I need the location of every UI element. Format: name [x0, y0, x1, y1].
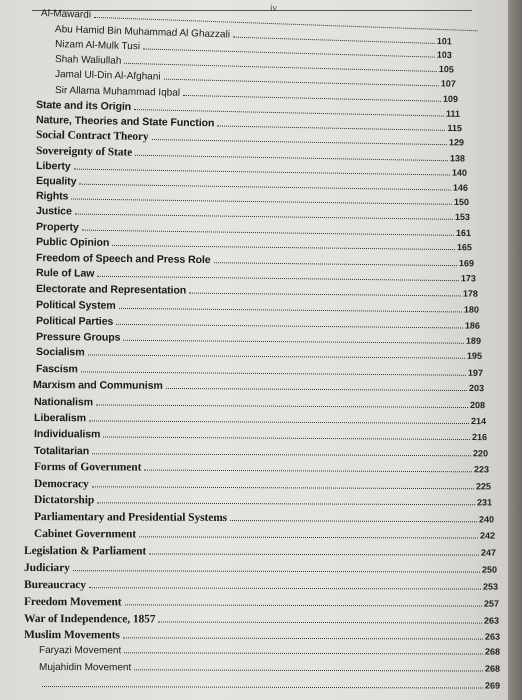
dot-leader	[119, 304, 462, 313]
dot-leader	[92, 449, 471, 456]
toc-entry-page: 231	[476, 497, 493, 508]
toc-entry	[36, 300, 479, 315]
toc-entry	[24, 563, 497, 576]
toc-entry-title: Bureaucracy	[23, 579, 86, 592]
toc-entry	[36, 191, 469, 208]
toc-entry-page: 220	[472, 448, 489, 459]
toc-entry-title: Democracy	[33, 478, 89, 491]
toc-entry-title: Freedom Movement	[23, 596, 122, 609]
toc-entry	[24, 597, 499, 610]
toc-entry-title: Individualism	[33, 428, 101, 441]
toc-entry	[39, 646, 500, 658]
toc-entry-page: 257	[483, 598, 500, 609]
page-edge	[508, 0, 522, 700]
toc-entry-page: 140	[451, 167, 468, 178]
toc-entry-page: 107	[440, 78, 457, 89]
toc-entry-page: 153	[454, 211, 471, 223]
toc-entry-title: Justice	[35, 205, 72, 218]
toc-entry-page: 109	[442, 93, 459, 105]
toc-entry-title: Socialism	[35, 346, 85, 359]
toc-entry-title: Forms of Government	[33, 461, 142, 474]
toc-entry-page: 161	[455, 227, 472, 239]
toc-entry-page: 216	[471, 432, 488, 443]
toc-entry	[34, 512, 494, 526]
toc-entry-title: Sir Allama Muhammad Iqbal	[54, 85, 181, 99]
toc-entry-title: Social Contract Theory	[35, 129, 149, 143]
toc-entry	[34, 446, 488, 459]
dot-leader	[139, 532, 478, 538]
dot-leader	[96, 400, 468, 408]
toc-entry-page: 180	[463, 304, 480, 315]
toc-entry-title: Totalitarian	[33, 445, 90, 458]
toc-entry	[34, 413, 486, 427]
toc-entry	[36, 237, 472, 253]
dot-leader	[143, 44, 435, 57]
dot-leader	[89, 416, 469, 424]
toc-entry-title: Electorate and Representation	[35, 283, 187, 297]
toc-entry-page: 186	[464, 320, 481, 331]
toc-entry-title: Cabinet Government	[33, 528, 137, 541]
toc-entry-page: 240	[478, 514, 495, 525]
toc-entry-title: Shah Waliullah	[54, 54, 122, 67]
dot-leader	[124, 648, 483, 654]
toc-entry	[36, 316, 480, 331]
dot-leader	[112, 241, 455, 250]
toc-entry-title: Public Opinion	[35, 236, 110, 249]
toc-entry-title: Marxism and Communism	[32, 379, 163, 392]
dot-leader	[189, 289, 461, 297]
toc-entry-page: 247	[480, 547, 497, 558]
toc-entry	[36, 176, 468, 193]
toc-entry-page: 268	[484, 646, 501, 657]
dot-leader	[42, 682, 483, 689]
toc-entry-title: Sovereignty of State	[35, 145, 133, 159]
toc-entry-page: 263	[484, 631, 501, 642]
toc-entry	[24, 546, 496, 559]
dot-leader	[230, 516, 477, 522]
toc-entry	[36, 347, 482, 361]
toc-entry-page: 189	[465, 335, 482, 346]
dot-leader	[75, 210, 453, 220]
toc-entry-page: 165	[456, 242, 473, 253]
dot-leader	[89, 583, 481, 589]
toc-entry-page: 242	[479, 530, 496, 541]
toc-entry-title: Property	[35, 221, 79, 234]
toc-entry-page: 101	[436, 36, 452, 47]
dot-leader	[183, 91, 441, 102]
dot-leader	[123, 633, 483, 639]
toc-entry	[34, 429, 487, 443]
toc-entry-page: 263	[483, 615, 500, 626]
toc-entry-title: Judiciary	[23, 562, 70, 575]
toc-entry-page: 173	[460, 273, 477, 284]
toc-entry-title: Pressure Groups	[35, 331, 121, 344]
dot-leader	[79, 180, 451, 191]
dot-leader	[164, 75, 439, 87]
dot-leader	[124, 59, 437, 72]
toc-entry-title: Dictatorship	[33, 494, 95, 507]
toc-entry-title: Jamal Ul-Din Al-Afghani	[54, 69, 161, 83]
toc-entry-page: 105	[438, 64, 455, 75]
dot-leader	[103, 432, 470, 440]
toc-entry	[34, 479, 491, 493]
dot-leader	[116, 320, 463, 329]
toc-entry-page: 111	[445, 108, 461, 119]
toc-entry-page: 225	[475, 481, 492, 492]
toc-entry-title: Liberalism	[33, 412, 87, 425]
toc-entry-title: Rule of Law	[35, 267, 95, 280]
toc-entry	[36, 332, 481, 346]
toc-entry-title: Al-Mawardi	[40, 8, 92, 21]
toc-entry-title: Mujahidin Movement	[38, 662, 132, 674]
toc-entry-title: Equality	[35, 175, 77, 188]
toc-entry	[24, 580, 498, 593]
toc-entry-page: 208	[469, 400, 486, 411]
toc-entry	[33, 380, 484, 394]
dot-leader	[124, 600, 481, 606]
dot-leader	[97, 498, 475, 505]
toc-entry-page: 269	[484, 680, 501, 691]
dot-leader	[82, 226, 454, 236]
toc-entry-title: War of Independence, 1857	[23, 613, 156, 626]
toc-entry	[34, 529, 495, 542]
toc-entry-title: Nizam Al-Mulk Tusi	[54, 39, 141, 53]
toc-entry	[34, 397, 485, 411]
toc-entry-page: 129	[448, 137, 465, 148]
toc-entry-title: Muslim Movements	[23, 629, 120, 642]
toc-entry-title: State and its Origin	[35, 99, 132, 113]
toc-entry-page: 138	[449, 153, 466, 164]
toc-entry-page: 103	[436, 49, 453, 61]
toc-entry-title: Parliamentary and Presidential Systems	[33, 511, 228, 525]
dot-leader	[74, 165, 450, 176]
toc-entry	[36, 253, 474, 269]
toc-entry-title: Abu Hamid Bin Muhammad Al Ghazzali	[54, 24, 231, 41]
toc-entry-page: 178	[462, 288, 479, 299]
toc-entry-page: 169	[458, 258, 475, 269]
toc-entry	[36, 268, 476, 284]
dot-leader	[88, 350, 465, 358]
toc-entry-page: 223	[473, 464, 490, 475]
toc-entry-title: Legislation & Parliament	[23, 545, 147, 558]
page-number: iv	[270, 3, 278, 13]
dot-leader	[123, 336, 464, 344]
toc-entry	[24, 630, 500, 643]
dot-leader	[81, 367, 466, 375]
toc-entry	[24, 614, 499, 627]
toc-entry	[39, 680, 500, 691]
toc-entry-title: Political Parties	[35, 315, 114, 328]
toc-entry-page: 150	[453, 196, 470, 208]
toc-entry-page: 197	[467, 367, 484, 378]
toc-entry-page: 203	[468, 383, 485, 394]
toc-entry	[34, 495, 492, 509]
dot-leader	[152, 135, 447, 145]
toc-entry-title: Nature, Theories and State Function	[35, 114, 215, 130]
dot-leader	[217, 121, 445, 130]
dot-leader	[92, 482, 474, 489]
toc-entry	[36, 206, 470, 223]
toc-entry-title: Nationalism	[33, 396, 93, 409]
dot-leader	[134, 665, 483, 671]
dot-leader	[135, 151, 448, 161]
toc-entry-page: 250	[481, 564, 498, 575]
toc-entry-page: 146	[452, 182, 469, 193]
toc-entry	[36, 284, 478, 299]
dot-leader	[158, 617, 482, 623]
dot-leader	[149, 549, 479, 555]
toc-entry-title: Liberty	[35, 160, 71, 173]
dot-leader	[134, 105, 444, 116]
toc-entry-title: Rights	[35, 190, 69, 203]
toc-entry	[34, 462, 489, 476]
toc-entry-page: 115	[447, 122, 463, 134]
dot-leader	[214, 258, 457, 266]
toc-entry-page: 268	[484, 663, 501, 674]
toc-entry	[39, 663, 500, 675]
dot-leader	[233, 33, 435, 44]
toc-entry-title: Fascism	[35, 363, 78, 376]
toc-entry-page: 195	[466, 350, 483, 361]
dot-leader	[73, 566, 480, 572]
toc-entry-page: 214	[470, 416, 487, 427]
toc-entry-page: 253	[482, 581, 499, 592]
dot-leader	[144, 466, 472, 473]
dot-leader	[97, 272, 459, 281]
toc-entry-title: Faryazi Movement	[38, 645, 122, 657]
dot-leader	[71, 194, 452, 204]
toc-entry-title: Political System	[35, 299, 116, 312]
toc-entry	[36, 364, 483, 378]
dot-leader	[166, 384, 467, 391]
toc-entry-title: Freedom of Speech and Press Role	[35, 252, 211, 267]
